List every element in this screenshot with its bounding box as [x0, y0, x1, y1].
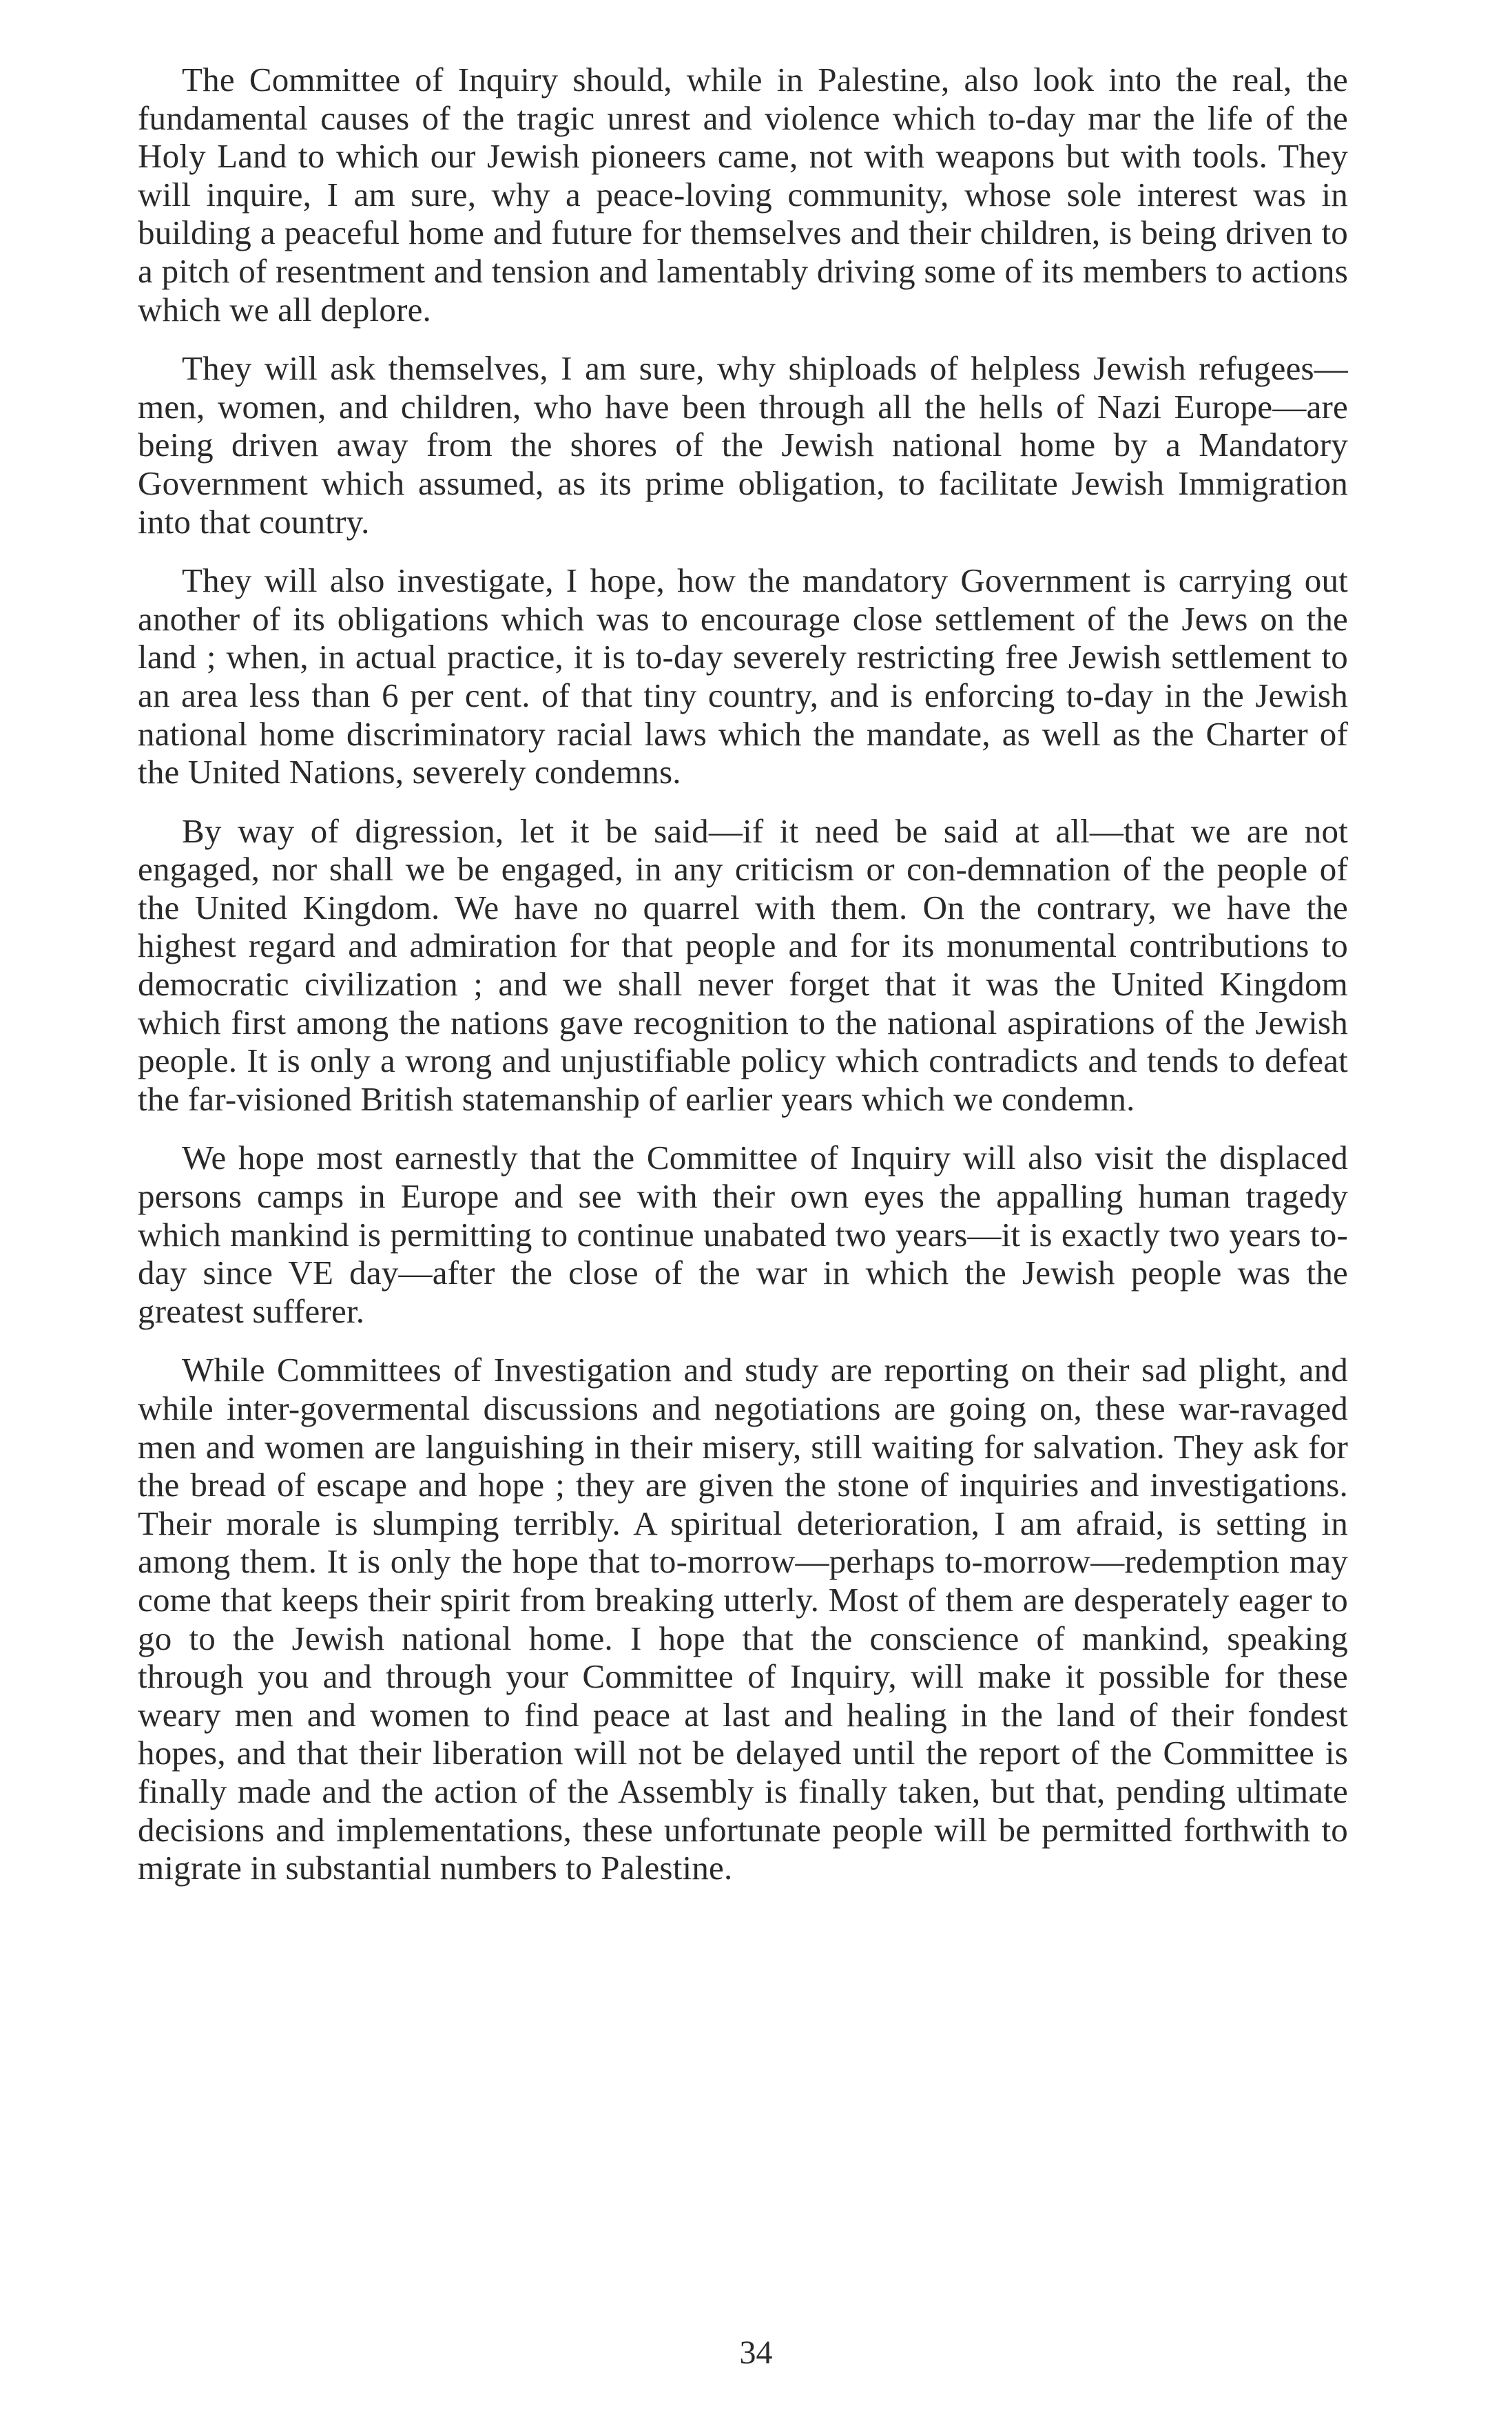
paragraph-settlement-restrictions: They will also investigate, I hope, how the mandatory Government is carrying out another of its obligations which was to encourage close settlement of the Jews on the land ; when, in actual practice, it is to-day severely restricting free Jewish settlement to an area less than 6 per cent. of that tiny country, and is enforcing to-day in the Jewish national home discriminatory racial laws which the mandate, as well as the Charter of the United Nations, severely condemns.	[138, 561, 1348, 791]
paragraph-committee-inquiry: The Committee of Inquiry should, while in Palestine, also look into the real, the fundamental causes of the tragic unrest and violence which to-day mar the life of the Holy Land to which our Jewish pioneers came, not with weapons but with tools. They will inquire, I am sure, why a peace-loving community, whose sole interest was in building a peaceful home and future for themselves and their children, is being driven to a pitch of resentment and tension and lamentably driving some of its members to actions which we all deplore.	[138, 61, 1348, 329]
paragraph-refugee-shiploads: They will ask themselves, I am sure, why shiploads of helpless Jewish refugees—men, women, and children, who have been through all the hells of Nazi Europe—are being driven away from the shores of the Jewish national home by a Mandatory Government which assumed, as its prime obligation, to facilitate Jewish Immigration into that country.	[138, 349, 1348, 541]
paragraph-committees-investigation: While Committees of Investigation and study are reporting on their sad plight, and while inter-govermental discussions and negotiations are going on, these war-ravaged men and women are languishing in their misery, still waiting for salvation. They ask for the bread of escape and hope ; they are given the stone of inquiries and investigations. Their morale is slumping terribly. A spiritual deterioration, I am afraid, is setting in among them. It is only the hope that to-morrow—perhaps to-morrow—redemption may come that keeps their spirit from breaking utterly. Most of them are desperately eager to go to the Jewish national home. I hope that the conscience of mankind, speaking through you and through your Committee of Inquiry, will make it possible for these weary men and women to find peace at last and healing in the land of their fondest hopes, and that their liberation will not be delayed until the report of the Committee is finally made and the action of the Assembly is finally taken, but that, pending ultimate decisions and implementations, these unfortunate people will be permitted forthwith to migrate in substantial numbers to Palestine.	[138, 1351, 1348, 1887]
paragraph-displaced-persons-camps: We hope most earnestly that the Committee of Inquiry will also visit the displaced persons camps in Europe and see with their own eyes the appalling human tragedy which mankind is permitting to continue unabated two years—it is exactly two years to-day since VE day—after the close of the war in which the Jewish people was the greatest sufferer.	[138, 1139, 1348, 1330]
paragraph-digression-united-kingdom: By way of digression, let it be said—if it need be said at all—that we are not engaged, nor shall we be engaged, in any criticism or con-demnation of the people of the United Kingdom. We have no quarrel with them. On the contrary, we have the highest regard and admiration for that people and for its monumental contributions to democratic civilization ; and we shall never forget that it was the United Kingdom which first among the nations gave recognition to the national aspirations of the Jewish people. It is only a wrong and unjustifiable policy which contradicts and tends to defeat the far-visioned British statemanship of earlier years which we condemn.	[138, 811, 1348, 1118]
page-body	[138, 61, 1348, 1908]
page-number: 34	[739, 2334, 773, 2371]
